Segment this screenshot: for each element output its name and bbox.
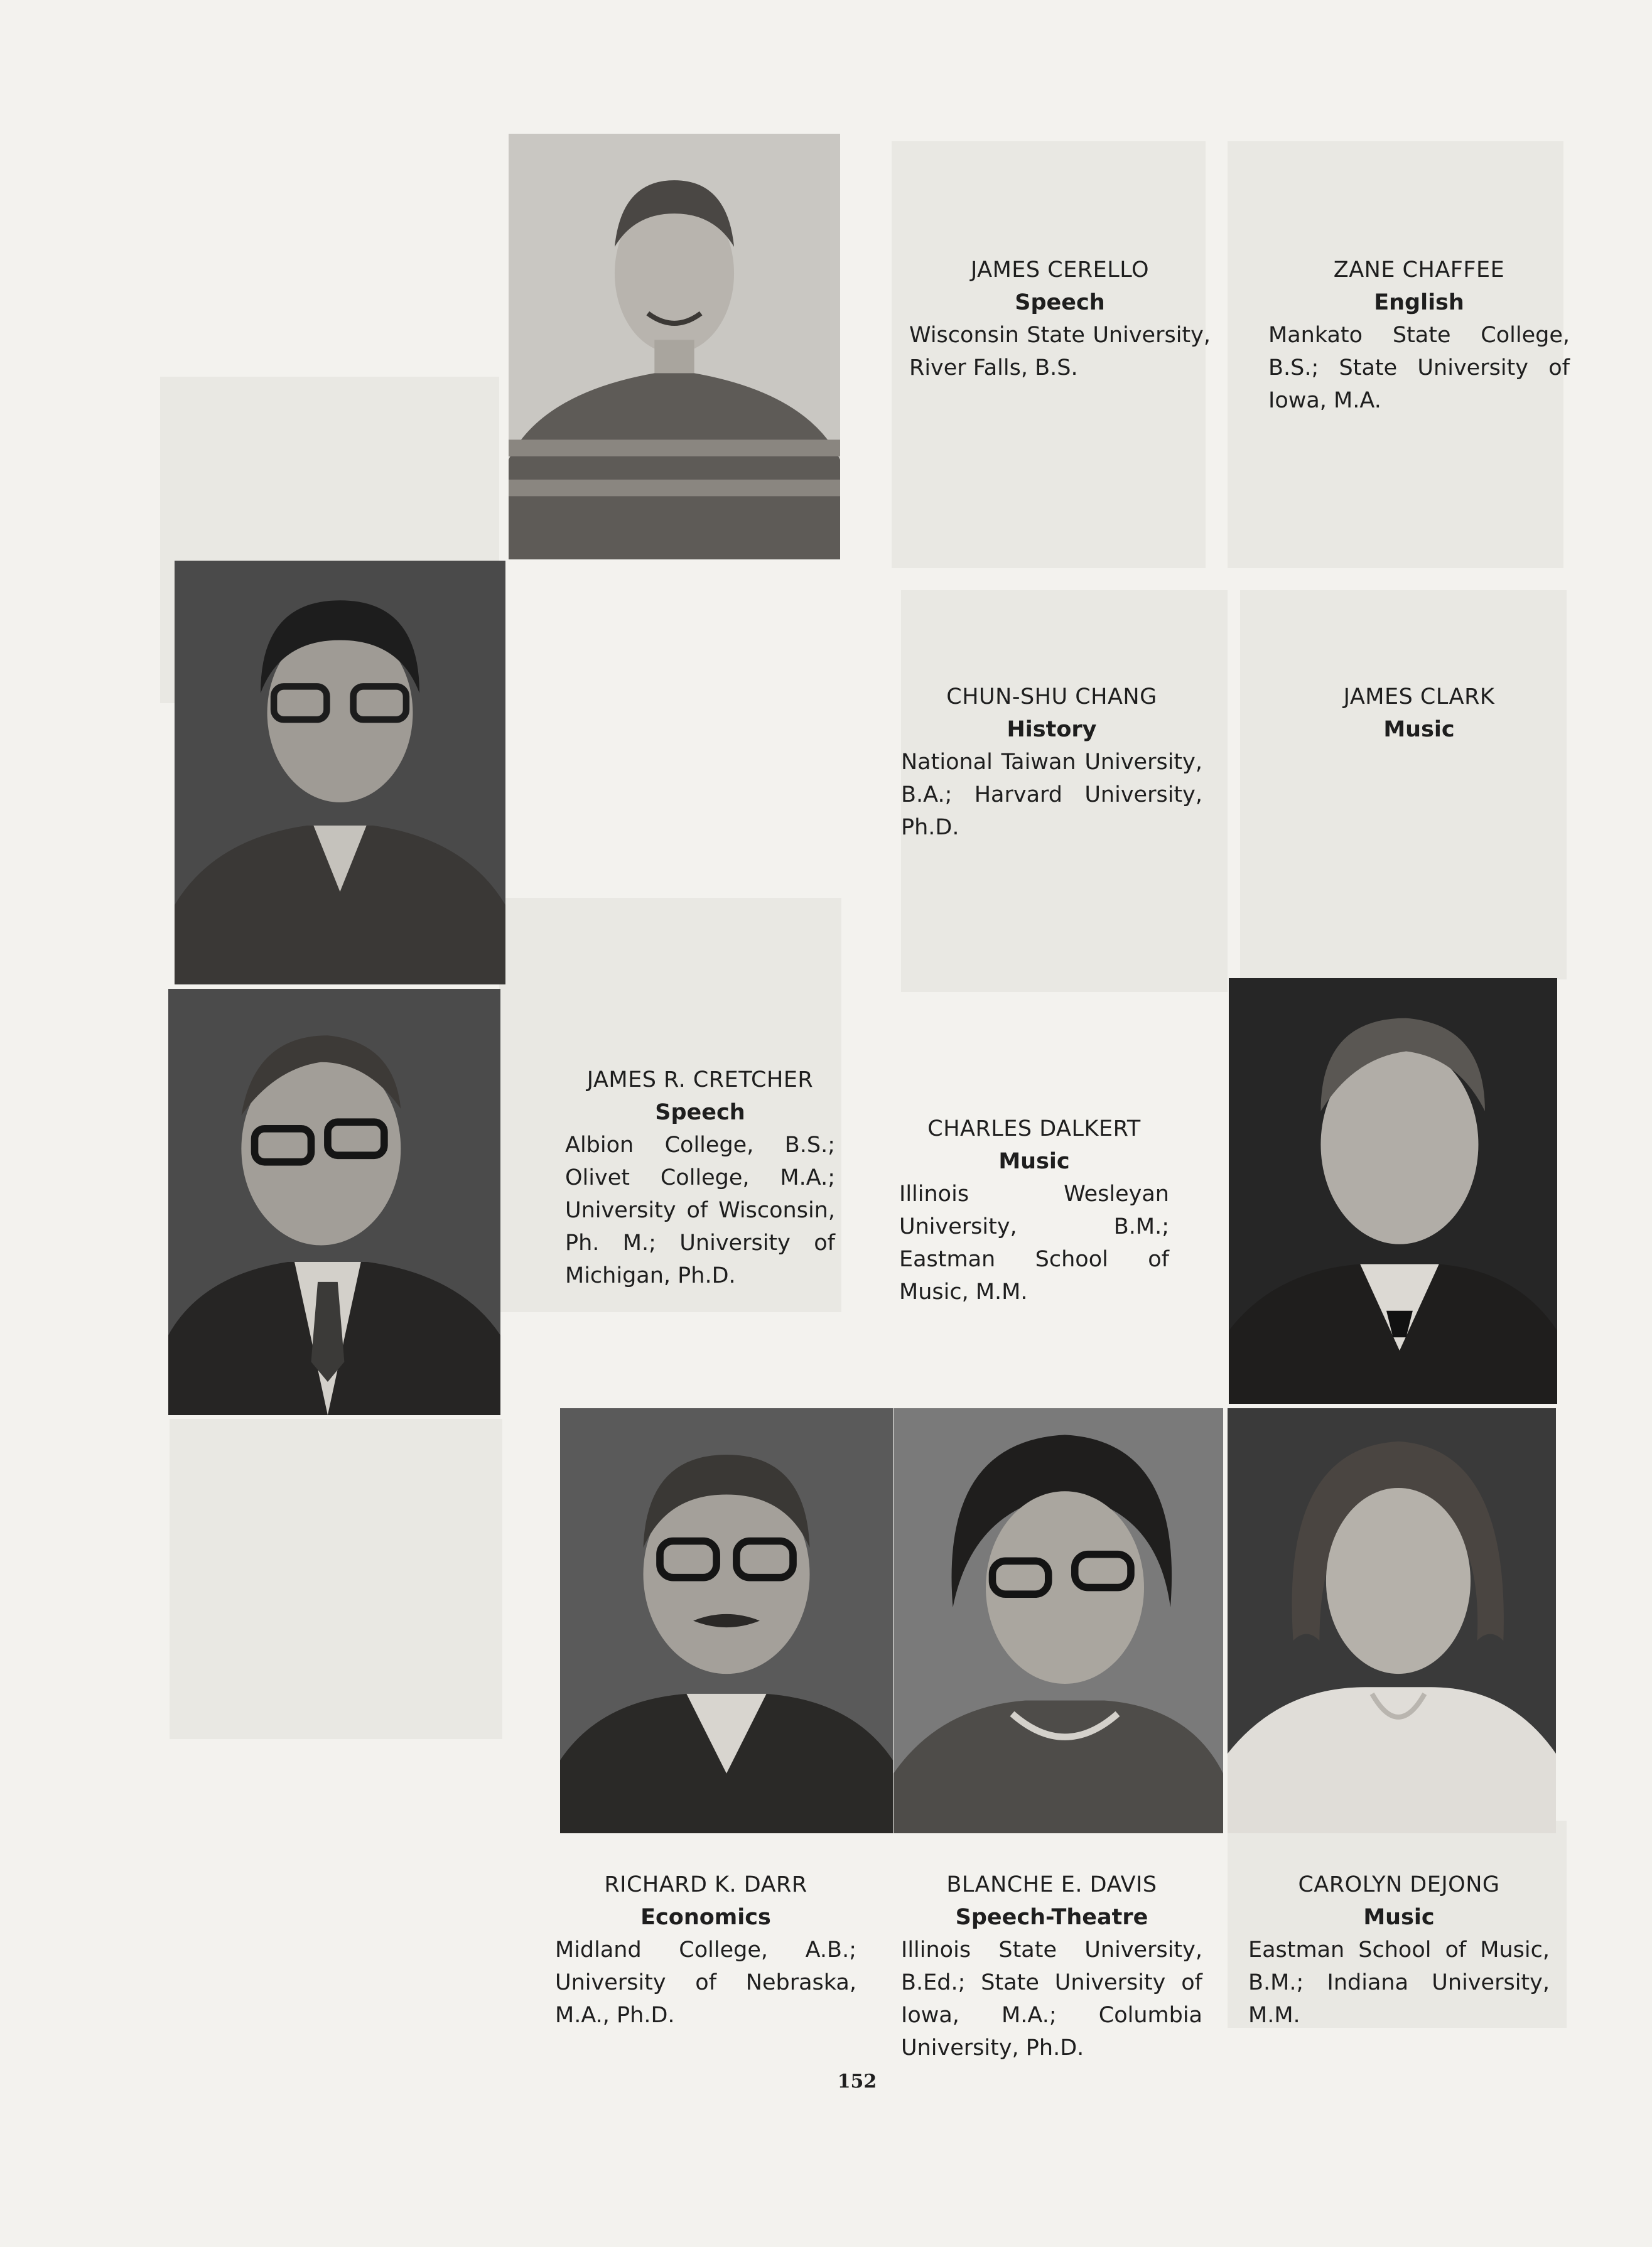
faculty-name: ZANE CHAFFEE (1333, 257, 1505, 283)
faculty-name: JAMES CERELLO (970, 257, 1150, 283)
faculty-name: CHARLES DALKERT (927, 1116, 1141, 1141)
faculty-entry (1248, 1868, 1550, 2032)
faculty-name: JAMES R. CRETCHER (586, 1067, 814, 1092)
portrait-photo (175, 561, 505, 984)
faculty-entry (899, 1113, 1169, 1308)
faculty-degrees: Albion College, B.S.; Olivet College, M.A.; University of Wisconsin, Ph. M.; University of Michigan, Ph.D. (565, 1133, 835, 1288)
faculty-name: BLANCHE E. DAVIS (946, 1872, 1157, 1897)
faculty-degrees: Wisconsin State University, River Falls, B.S. (909, 323, 1211, 380)
faculty-name: CAROLYN DEJONG (1298, 1872, 1500, 1897)
portrait-photo (560, 1408, 893, 1833)
faculty-department: English (1374, 290, 1464, 315)
faculty-degrees: Illinois State University, B.Ed.; State University of Iowa, M.A.; Columbia University, Ph.D. (901, 1937, 1202, 2061)
faculty-department: Speech-Theatre (955, 1905, 1148, 1930)
faculty-degrees: Midland College, A.B.; University of Nebraska, M.A., Ph.D. (555, 1937, 856, 2028)
faculty-entry (565, 1064, 835, 1292)
faculty-department: Speech (1015, 290, 1105, 315)
faculty-department: Music (1383, 717, 1455, 742)
bleed-through-photo (1240, 590, 1567, 979)
portrait-photo (1229, 978, 1557, 1404)
faculty-degrees: National Taiwan University, B.A.; Harvard University, Ph.D. (901, 750, 1202, 840)
faculty-department: Speech (655, 1100, 745, 1125)
portrait-photo (509, 134, 840, 559)
portrait-photo (893, 1408, 1223, 1833)
faculty-degrees: Mankato State College, B.S.; State University of Iowa, M.A. (1268, 323, 1570, 413)
faculty-degrees: Eastman School of Music, B.M.; Indiana University, M.M. (1248, 1937, 1550, 2028)
faculty-entry (1268, 254, 1570, 417)
faculty-name: CHUN-SHU CHANG (946, 684, 1157, 709)
faculty-name: JAMES CLARK (1343, 684, 1495, 709)
faculty-department: History (1007, 717, 1097, 742)
faculty-name: RICHARD K. DARR (604, 1872, 807, 1897)
faculty-entry (901, 1868, 1202, 2064)
faculty-degrees: Illinois Wesleyan University, B.M.; Eastman School of Music, M.M. (899, 1182, 1169, 1305)
faculty-entry (1268, 681, 1570, 746)
page-number: 152 (837, 2071, 877, 2093)
faculty-entry (901, 681, 1202, 844)
portrait-photo (168, 989, 500, 1415)
faculty-department: Economics (640, 1905, 771, 1930)
faculty-department: Music (998, 1149, 1070, 1174)
portrait-photo (1228, 1408, 1556, 1833)
faculty-department: Music (1363, 1905, 1435, 1930)
bleed-through-photo (170, 1419, 502, 1739)
faculty-entry (555, 1868, 856, 2032)
faculty-entry (909, 254, 1211, 384)
